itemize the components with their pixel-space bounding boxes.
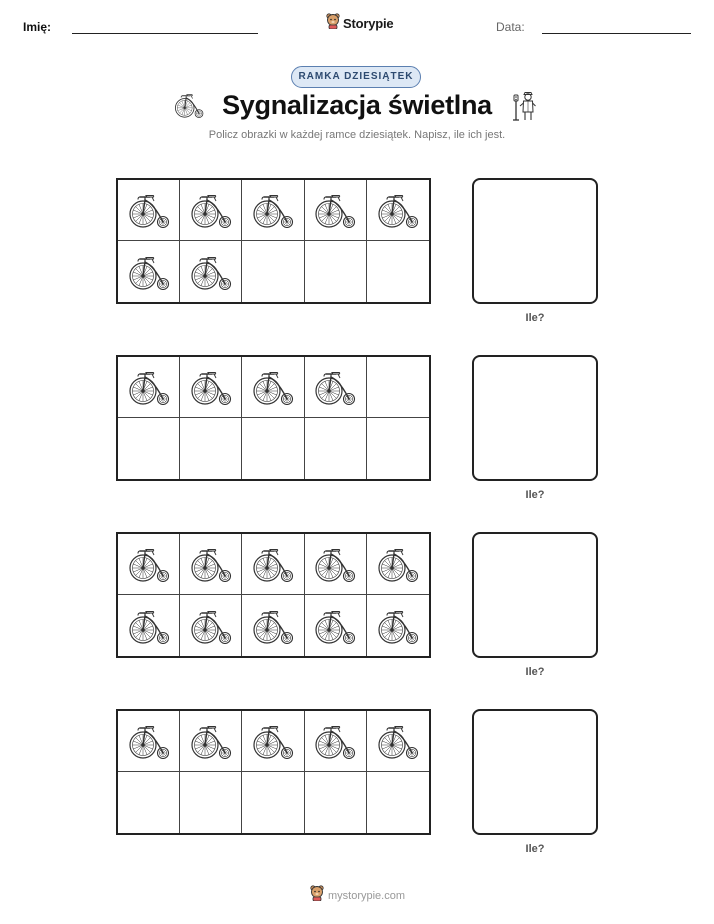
brand-logo [326, 13, 393, 34]
ten-frame-cell [118, 357, 180, 418]
ten-frame-cell [367, 241, 429, 302]
penny-farthing-bicycle-icon [314, 546, 356, 582]
brand-name: Storypie [343, 16, 394, 31]
ten-frame-cell [180, 534, 242, 595]
penny-farthing-bicycle-icon [128, 546, 170, 582]
ten-frame-cell [242, 357, 304, 418]
ten-frame-cell [305, 418, 367, 479]
footer-url: mystorypie.com [328, 889, 406, 902]
ten-frame-cell [367, 711, 429, 772]
ten-frame-cell [118, 534, 180, 595]
ten-frame-cell [305, 595, 367, 656]
ten-frame-cell [180, 772, 242, 833]
ten-frame-cell [118, 595, 180, 656]
penny-farthing-bicycle-icon [190, 369, 232, 405]
ten-frame-cell [118, 772, 180, 833]
ten-frame-cell [180, 357, 242, 418]
ten-frame-cell [305, 711, 367, 772]
penny-farthing-bicycle-icon [128, 723, 170, 759]
penny-farthing-bicycle-icon [190, 608, 232, 644]
ten-frame-cell [305, 772, 367, 833]
ten-frame-cell [242, 595, 304, 656]
footer [310, 885, 405, 906]
ten-frame-cell [367, 534, 429, 595]
penny-farthing-bicycle-icon [190, 546, 232, 582]
ten-frame [116, 178, 431, 304]
ten-frame-cell [242, 534, 304, 595]
penny-farthing-bicycle-icon [314, 369, 356, 405]
storypie-bear-icon [310, 885, 324, 906]
penny-farthing-bicycle-icon [377, 608, 419, 644]
answer-label: Ile? [525, 489, 545, 501]
penny-farthing-bicycle-icon [252, 608, 294, 644]
penny-farthing-bicycle-icon [128, 192, 170, 228]
ten-frame-cell [180, 595, 242, 656]
ten-frame-cell [305, 180, 367, 241]
ten-frame [116, 709, 431, 835]
worksheet-instructions: Policz obrazki w każdej ramce dziesiątek. Napisz, ile ich jest. [208, 129, 506, 141]
ten-frame [116, 355, 431, 481]
penny-farthing-bicycle-icon [377, 723, 419, 759]
penny-farthing-bicycle-icon [252, 369, 294, 405]
penny-farthing-bicycle-icon [128, 608, 170, 644]
name-field[interactable] [72, 33, 258, 34]
penny-farthing-bicycle-icon [190, 254, 232, 290]
answer-box[interactable] [472, 355, 598, 481]
answer-label: Ile? [525, 843, 545, 855]
penny-farthing-bicycle-icon [377, 546, 419, 582]
penny-farthing-bicycle-icon [190, 723, 232, 759]
ten-frame-cell [367, 772, 429, 833]
ten-frame-cell [180, 241, 242, 302]
ten-frame-cell [242, 418, 304, 479]
penny-farthing-bicycle-icon [252, 723, 294, 759]
ten-frame [116, 532, 431, 658]
date-field[interactable] [542, 33, 691, 34]
answer-label: Ile? [525, 312, 545, 324]
answer-label: Ile? [525, 666, 545, 678]
ten-frame-cell [367, 418, 429, 479]
name-label: Imię: [23, 20, 52, 34]
penny-farthing-bicycle-icon [314, 192, 356, 228]
ten-frame-cell [242, 772, 304, 833]
ten-frame-cell [367, 357, 429, 418]
worksheet-type-badge: RAMKA DZIESIĄTEK [291, 66, 421, 88]
answer-box[interactable] [472, 532, 598, 658]
penny-farthing-bicycle-icon [252, 546, 294, 582]
storypie-bear-icon [326, 13, 340, 34]
ten-frame-cell [367, 180, 429, 241]
ten-frame-cell [118, 711, 180, 772]
penny-farthing-bicycle-icon [252, 192, 294, 228]
ten-frame-cell [305, 241, 367, 302]
penny-farthing-bicycle-icon [314, 608, 356, 644]
ten-frame-cell [180, 711, 242, 772]
ten-frame-cell [242, 180, 304, 241]
ten-frame-cell [180, 418, 242, 479]
date-label: Data: [496, 20, 525, 34]
penny-farthing-bicycle-icon [190, 192, 232, 228]
answer-box[interactable] [472, 178, 598, 304]
ten-frame-cell [305, 534, 367, 595]
ten-frame-cell [180, 180, 242, 241]
ten-frame-cell [367, 595, 429, 656]
ten-frame-cell [118, 241, 180, 302]
answer-box[interactable] [472, 709, 598, 835]
penny-farthing-bicycle-icon [128, 254, 170, 290]
worksheet-title: Sygnalizacja świetlna [222, 90, 492, 120]
penny-farthing-bicycle-icon [314, 723, 356, 759]
ten-frame-cell [118, 180, 180, 241]
ten-frame-cell [242, 241, 304, 302]
traffic-officer-icon [511, 90, 537, 127]
penny-farthing-bicycle-icon [128, 369, 170, 405]
ten-frame-cell [242, 711, 304, 772]
ten-frame-cell [118, 418, 180, 479]
ten-frame-cell [305, 357, 367, 418]
penny-farthing-bicycle-icon [377, 192, 419, 228]
